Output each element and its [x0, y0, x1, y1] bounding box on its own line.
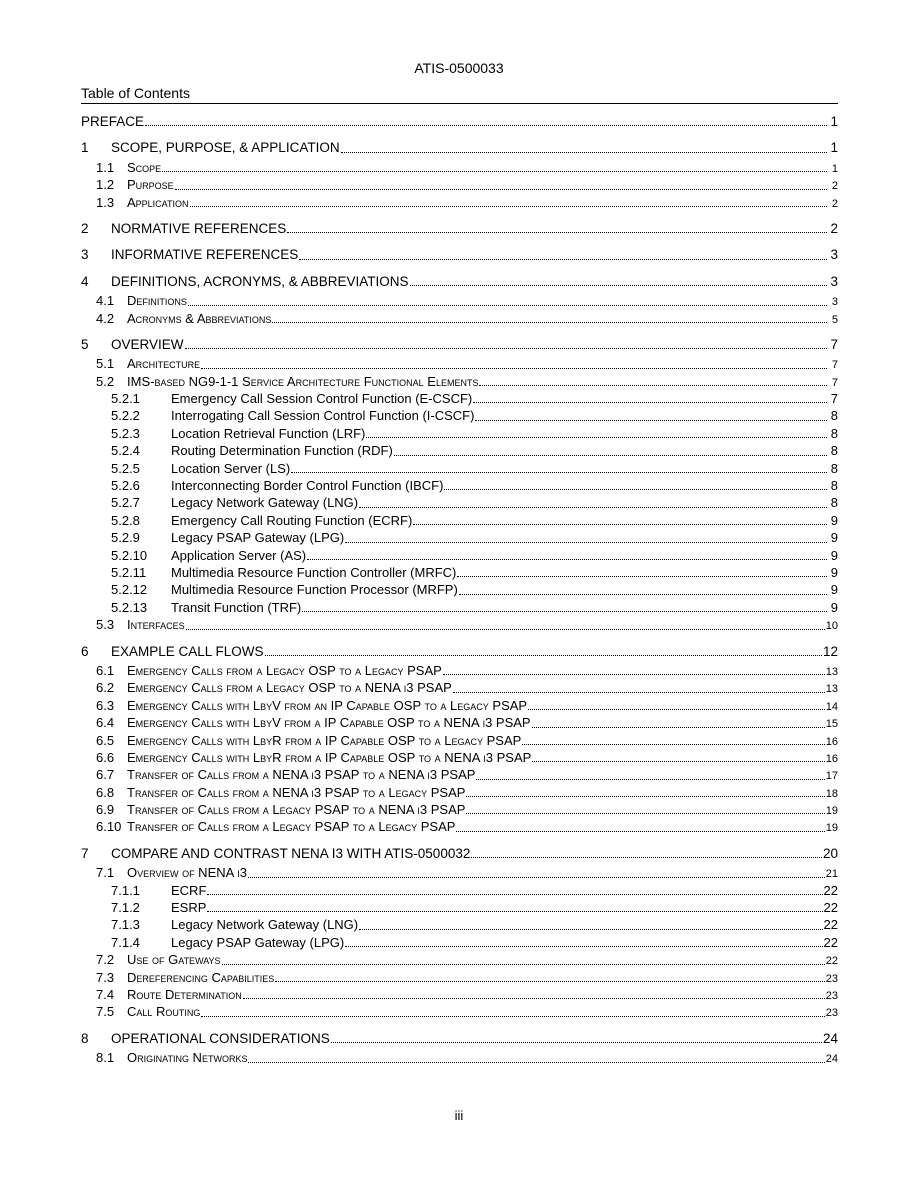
toc-entry-page: 23 [825, 1007, 838, 1020]
dot-leader [456, 831, 824, 832]
dot-leader [444, 489, 827, 490]
dot-leader [459, 594, 827, 595]
toc-entry-title: Emergency Call Routing Function (ECRF) [171, 512, 413, 528]
toc-entry-title: Transfer of Calls from a NENA i3 PSAP to a Legacy PSAP [127, 784, 466, 800]
toc-entry-number: 1.1 [96, 159, 115, 175]
toc-entry-page: 22 [823, 934, 838, 950]
dot-leader [479, 385, 827, 386]
toc-entry-page: 9 [830, 564, 838, 580]
toc-entry-page: 1 [830, 114, 838, 129]
dot-leader [243, 998, 825, 999]
toc-entry[interactable] [81, 899, 838, 916]
toc-entry-page: 9 [830, 547, 838, 563]
toc-entry-page: 21 [825, 868, 838, 881]
dot-leader [265, 655, 822, 656]
toc-entry-number: 7.3 [96, 969, 115, 985]
toc-entry-title: Emergency Calls with LbyR from a IP Capable OSP to a NENA i3 PSAP [127, 749, 532, 765]
toc-entry-number: 5.1 [96, 356, 115, 372]
toc-entry[interactable] [81, 176, 838, 193]
toc-entry[interactable] [81, 1030, 838, 1047]
toc-entry-number: 5.2.1 [111, 391, 140, 407]
toc-entry[interactable] [81, 159, 838, 176]
toc-entry-page: 7 [831, 359, 838, 372]
dot-leader [443, 674, 825, 675]
toc-entry-title: Originating Networks [127, 1050, 248, 1066]
toc-entry[interactable] [81, 355, 838, 372]
toc-entry[interactable] [81, 845, 838, 862]
toc-entry-title: Legacy PSAP Gateway (LPG) [171, 934, 345, 950]
toc-entry-number: 1 [81, 140, 89, 156]
toc-entry-number: 5.2.4 [111, 443, 140, 459]
toc-entry-number: 4.2 [96, 310, 115, 326]
toc-entry[interactable] [81, 477, 838, 494]
toc-entry-page: 17 [825, 770, 838, 783]
toc-entry-title: Emergency Calls with LbyV from an IP Capable OSP to a Legacy PSAP [127, 697, 528, 713]
dot-leader [471, 857, 822, 858]
toc-entry[interactable] [81, 581, 838, 598]
dot-leader [522, 744, 824, 745]
toc-entry-number: 6.4 [96, 715, 115, 731]
toc-entry[interactable] [81, 1049, 838, 1066]
toc-entry-number: 7.4 [96, 986, 115, 1002]
dot-leader [457, 576, 827, 577]
dot-leader [476, 779, 824, 780]
toc-entry-number: 5.2.2 [111, 408, 140, 424]
toc-entry-number: 4 [81, 273, 89, 289]
toc-entry[interactable] [81, 547, 838, 564]
dot-leader [466, 813, 824, 814]
dot-leader [466, 796, 824, 797]
dot-leader [475, 420, 827, 421]
dot-leader [532, 727, 825, 728]
toc-entry[interactable] [81, 494, 838, 511]
toc-entry-title: Routing Determination Function (RDF) [171, 443, 393, 459]
dot-leader [162, 171, 827, 172]
dot-leader [272, 322, 827, 323]
toc-entry-page: 8 [830, 478, 838, 494]
toc-entry[interactable] [81, 425, 838, 442]
dot-leader [331, 1042, 822, 1043]
toc-entry-number: 4.1 [96, 293, 115, 309]
toc-entry-number: 3 [81, 247, 89, 263]
toc-entry-title: Emergency Calls with LbyV from a IP Capable OSP to a NENA i3 PSAP [127, 715, 531, 731]
dot-leader [345, 946, 822, 947]
toc-entry[interactable] [81, 529, 838, 546]
dot-leader [145, 125, 827, 126]
toc-entry-title: Dereferencing Capabilities [127, 969, 275, 985]
heading-rule [81, 103, 838, 104]
toc-entry-number: 6.7 [96, 767, 115, 783]
dot-leader [453, 692, 825, 693]
toc-entry-page: 8 [830, 443, 838, 459]
toc-entry[interactable] [81, 801, 838, 818]
toc-entry-number: 6.3 [96, 697, 115, 713]
toc-entry-page: 22 [823, 882, 838, 898]
dot-leader [188, 305, 827, 306]
toc-entry-number: 7.1.2 [111, 900, 140, 916]
toc-entry-number: 5.2.8 [111, 512, 140, 528]
dot-leader [299, 259, 827, 260]
toc-entry[interactable] [81, 599, 838, 616]
dot-leader [307, 559, 827, 560]
toc-entry[interactable] [81, 390, 838, 407]
toc-entry-title: Architecture [127, 356, 201, 372]
toc-entry-title: Scope [127, 159, 162, 175]
toc-entry-title: EXAMPLE CALL FLOWS [111, 643, 264, 659]
toc-entry-page: 22 [823, 900, 838, 916]
toc-entry-title: Purpose [127, 177, 174, 193]
toc-entry-number: 5.2 [96, 373, 115, 389]
toc-entry-title: Multimedia Resource Function Controller (MRFC) [171, 564, 457, 580]
toc-entry[interactable] [81, 1003, 838, 1020]
toc-entry-number: 5.2.11 [111, 564, 147, 580]
dot-leader [410, 285, 827, 286]
toc-entry-title: Legacy PSAP Gateway (LPG) [171, 530, 345, 546]
toc-entry-page: 2 [831, 197, 838, 210]
toc-entry-page: 3 [830, 273, 838, 289]
toc-entry-title: Interrogating Call Session Control Function (I-CSCF) [171, 408, 475, 424]
toc-entry-number: 1.3 [96, 194, 115, 210]
toc-entry-page: 8 [830, 408, 838, 424]
toc-entry-title: ECRF [171, 882, 207, 898]
toc-entry-page: 19 [825, 805, 838, 818]
toc-entry-page: 19 [825, 822, 838, 835]
toc-entry-title: Overview of NENA i3 [127, 865, 247, 881]
toc-entry[interactable] [81, 714, 838, 731]
dot-leader [341, 152, 827, 153]
toc-entry-page: 3 [830, 247, 838, 263]
toc-entry[interactable] [81, 986, 838, 1003]
dot-leader [413, 524, 827, 525]
toc-entry-page: 8 [830, 495, 838, 511]
toc-entry-number: 6.10 [96, 819, 122, 835]
toc-entry-title: OPERATIONAL CONSIDERATIONS [111, 1030, 330, 1046]
toc-entry[interactable] [81, 564, 838, 581]
toc-entry[interactable] [81, 749, 838, 766]
dot-leader [186, 629, 825, 630]
toc-entry-number: 6.6 [96, 749, 115, 765]
toc-entry-page: 9 [830, 512, 838, 528]
toc-entry-title: Route Determination [127, 986, 242, 1002]
dot-leader [302, 611, 827, 612]
toc-entry-number: 7.1 [96, 865, 115, 881]
dot-leader [528, 709, 825, 710]
toc-entry-number: 1.2 [96, 177, 115, 193]
toc-entry-page: 12 [822, 643, 838, 659]
toc-entry-title: Transit Function (TRF) [171, 599, 302, 615]
toc-entry-title: Transfer of Calls from a Legacy PSAP to a Legacy PSAP [127, 819, 456, 835]
toc-entry-page: 8 [830, 460, 838, 476]
toc-entry-number: 5.2.6 [111, 478, 140, 494]
toc-entry-page: 9 [830, 599, 838, 615]
dot-leader [275, 981, 825, 982]
toc-entry-page: 24 [822, 1030, 838, 1046]
toc-entry-title: ESRP [171, 900, 207, 916]
toc-entry-title: Interfaces [127, 617, 185, 633]
toc-entry-page: 2 [830, 220, 838, 236]
toc-entry-title: Emergency Calls with LbyR from a IP Capable OSP to a Legacy PSAP [127, 732, 522, 748]
dot-leader [201, 1016, 824, 1017]
dot-leader [359, 507, 827, 508]
toc-entry[interactable] [81, 864, 838, 881]
toc-entry-number: 6.2 [96, 680, 115, 696]
dot-leader [287, 232, 827, 233]
toc-entry-page: 13 [825, 683, 838, 696]
toc-entry-title: Emergency Call Session Control Function (E-CSCF) [171, 391, 473, 407]
dot-leader [248, 877, 825, 878]
dot-leader [201, 368, 827, 369]
toc-entry[interactable] [81, 113, 838, 130]
toc-entry-title: NORMATIVE REFERENCES [111, 220, 287, 236]
toc-entry-number: 6.1 [96, 662, 115, 678]
toc-entry-page: 1 [831, 162, 838, 175]
dot-leader [190, 206, 827, 207]
toc-entry-number: 5.2.12 [111, 582, 148, 598]
toc-entry-title: Emergency Calls from a Legacy OSP to a Legacy PSAP [127, 662, 442, 678]
dot-leader [359, 929, 822, 930]
toc-entry-number: 5.3 [96, 617, 115, 633]
toc-entry[interactable] [81, 916, 838, 933]
dot-leader [532, 761, 824, 762]
toc-entry-title: Use of Gateways [127, 952, 221, 968]
table-of-contents [81, 113, 838, 1067]
toc-entry-number: 5.2.5 [111, 460, 140, 476]
toc-entry-title: Application [127, 194, 189, 210]
dot-leader [366, 437, 827, 438]
toc-entry-title: INFORMATIVE REFERENCES [111, 247, 299, 263]
toc-entry-number: 7.5 [96, 1004, 115, 1020]
toc-entry[interactable] [81, 766, 838, 783]
toc-heading: Table of Contents [81, 85, 190, 101]
toc-entry-title: Location Retrieval Function (LRF) [171, 425, 366, 441]
toc-entry-page: 16 [825, 735, 838, 748]
toc-entry-title: OVERVIEW [111, 336, 184, 352]
toc-entry-page: 7 [830, 391, 838, 407]
toc-entry-page: 23 [825, 989, 838, 1002]
toc-entry-page: 24 [825, 1053, 838, 1066]
toc-entry-page: 5 [831, 313, 838, 326]
toc-entry[interactable] [81, 934, 838, 951]
dot-leader [185, 348, 827, 349]
toc-entry-number: 5.2.3 [111, 425, 140, 441]
toc-entry[interactable] [81, 246, 838, 263]
toc-entry-number: 7.1.4 [111, 934, 140, 950]
toc-entry-title: Location Server (LS) [171, 460, 291, 476]
toc-entry-page: 9 [830, 582, 838, 598]
toc-entry-title: Multimedia Resource Function Processor (MRFP) [171, 582, 458, 598]
toc-entry-page: 23 [825, 972, 838, 985]
dot-leader [207, 894, 822, 895]
toc-entry-page: 2 [831, 180, 838, 193]
toc-entry-title: IMS-based NG9-1-1 Service Architecture Functional Elements [127, 373, 479, 389]
document-id-header: ATIS-0500033 [414, 60, 504, 76]
toc-entry-title: Emergency Calls from a Legacy OSP to a NENA i3 PSAP [127, 680, 452, 696]
toc-entry[interactable] [81, 643, 838, 660]
toc-entry[interactable] [81, 336, 838, 353]
dot-leader [473, 402, 827, 403]
toc-entry-number: 7.1.3 [111, 917, 140, 933]
toc-entry-number: 5.2.13 [111, 599, 148, 615]
toc-entry-page: 20 [822, 845, 838, 861]
toc-entry[interactable] [81, 273, 838, 290]
toc-entry[interactable] [81, 784, 838, 801]
toc-entry[interactable] [81, 818, 838, 835]
toc-entry-number: 5.2.9 [111, 530, 140, 546]
toc-entry[interactable] [81, 732, 838, 749]
toc-entry-number: 8.1 [96, 1050, 115, 1066]
toc-entry[interactable] [81, 969, 838, 986]
dot-leader [394, 455, 827, 456]
toc-entry-number: 6 [81, 643, 89, 659]
toc-entry-page: 13 [825, 665, 838, 678]
toc-entry-number: 5.2.10 [111, 547, 148, 563]
toc-entry-number: 6.5 [96, 732, 115, 748]
toc-entry-page: 16 [825, 752, 838, 765]
toc-entry-title: Application Server (AS) [171, 547, 307, 563]
toc-entry[interactable] [81, 679, 838, 696]
toc-entry[interactable] [81, 662, 838, 679]
toc-entry-title: Definitions [127, 293, 187, 309]
toc-entry-title: PREFACE [81, 114, 145, 129]
toc-entry-title: COMPARE AND CONTRAST NENA I3 WITH ATIS-0500032 [111, 845, 471, 861]
toc-entry-page: 10 [825, 620, 838, 633]
toc-entry[interactable] [81, 882, 838, 899]
dot-leader [248, 1062, 824, 1063]
toc-entry-title: Call Routing [127, 1004, 201, 1020]
toc-entry-number: 7 [81, 845, 89, 861]
toc-entry-page: 22 [825, 955, 838, 968]
toc-entry[interactable] [81, 407, 838, 424]
toc-entry-page: 1 [830, 140, 838, 156]
toc-entry-page: 15 [825, 718, 838, 731]
dot-leader [207, 911, 822, 912]
toc-entry-number: 6.9 [96, 802, 115, 818]
toc-entry-page: 14 [825, 700, 838, 713]
dot-leader [291, 472, 827, 473]
toc-entry[interactable] [81, 310, 838, 327]
toc-entry[interactable] [81, 951, 838, 968]
toc-entry[interactable] [81, 220, 838, 237]
toc-entry-number: 6.8 [96, 784, 115, 800]
toc-entry-page: 8 [830, 425, 838, 441]
page-number: iii [454, 1108, 464, 1123]
toc-entry-title: Transfer of Calls from a NENA i3 PSAP to a NENA i3 PSAP [127, 767, 476, 783]
toc-entry-number: 2 [81, 220, 89, 236]
toc-entry[interactable] [81, 442, 838, 459]
toc-entry-number: 7.2 [96, 952, 115, 968]
toc-entry-number: 8 [81, 1030, 89, 1046]
toc-entry-number: 5.2.7 [111, 495, 140, 511]
toc-entry-page: 9 [830, 530, 838, 546]
dot-leader [175, 189, 827, 190]
toc-entry-title: Transfer of Calls from a Legacy PSAP to a NENA i3 PSAP [127, 802, 466, 818]
toc-entry-title: Interconnecting Border Control Function (IBCF) [171, 478, 444, 494]
toc-entry-number: 7.1.1 [111, 882, 140, 898]
toc-entry-page: 7 [830, 336, 838, 352]
toc-entry-title: Legacy Network Gateway (LNG) [171, 495, 359, 511]
toc-entry[interactable] [81, 139, 838, 156]
dot-leader [222, 964, 825, 965]
toc-entry-page: 3 [831, 296, 838, 309]
toc-entry[interactable] [81, 460, 838, 477]
toc-entry-title: DEFINITIONS, ACRONYMS, & ABBREVIATIONS [111, 273, 409, 289]
toc-entry[interactable] [81, 616, 838, 633]
toc-entry[interactable] [81, 292, 838, 309]
toc-entry-page: 18 [825, 787, 838, 800]
toc-entry[interactable] [81, 512, 838, 529]
toc-entry-page: 22 [823, 917, 838, 933]
toc-entry[interactable] [81, 697, 838, 714]
toc-entry-page: 7 [831, 376, 838, 389]
toc-entry-title: Acronyms & Abbreviations [127, 310, 272, 326]
toc-entry[interactable] [81, 373, 838, 390]
dot-leader [345, 542, 827, 543]
toc-entry[interactable] [81, 194, 838, 211]
toc-entry-title: SCOPE, PURPOSE, & APPLICATION [111, 140, 340, 156]
toc-entry-title: Legacy Network Gateway (LNG) [171, 917, 359, 933]
toc-entry-number: 5 [81, 336, 89, 352]
